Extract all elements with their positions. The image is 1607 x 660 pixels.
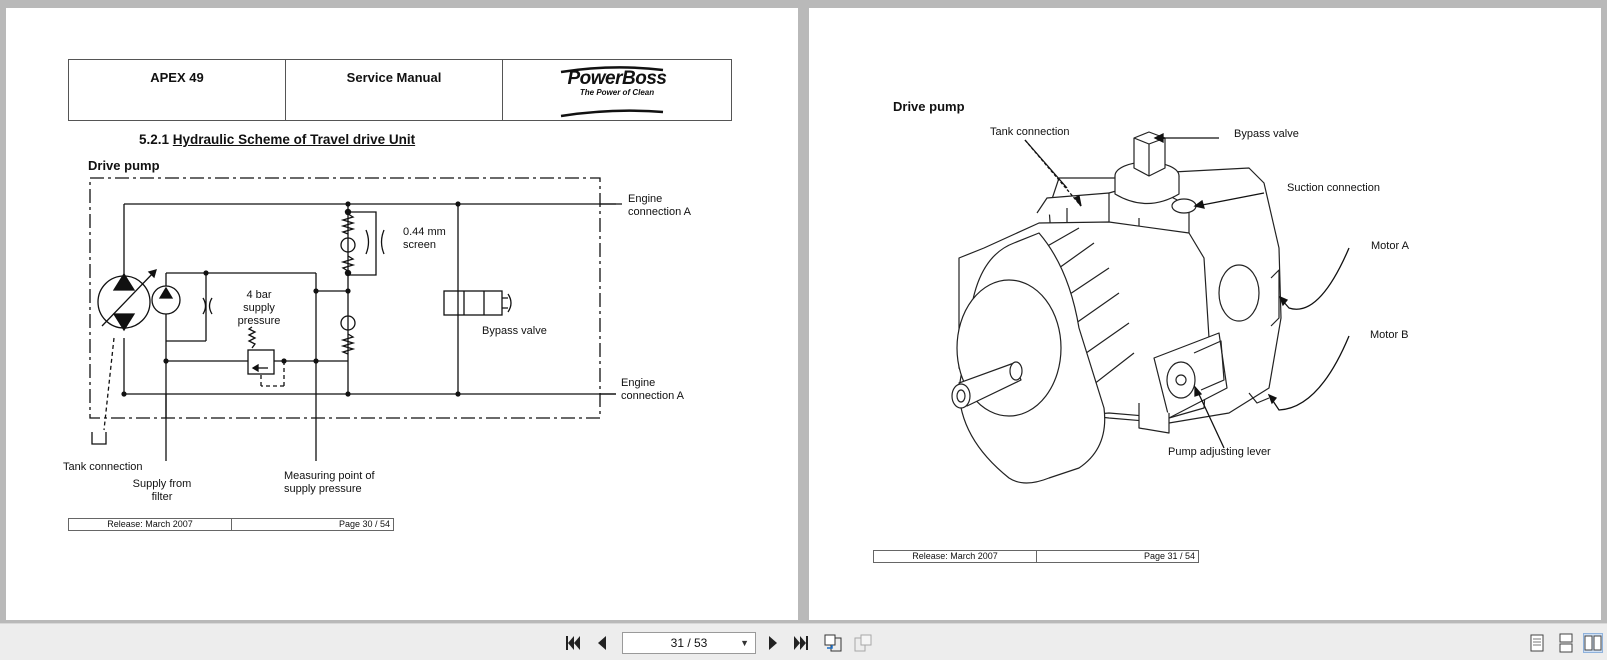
next-page-button[interactable] <box>763 633 783 653</box>
label-supply-from-filter: Supply from filter <box>132 478 192 503</box>
drive-pump-illustration <box>809 8 1601 620</box>
drive-pump-heading: Drive pump <box>88 158 160 173</box>
label-pump-adjusting-lever: Pump adjusting lever <box>1168 446 1271 458</box>
label-engine-connection-a-top: Engine connection A <box>628 193 691 218</box>
section-title-link: Hydraulic Scheme of Travel drive Unit <box>172 132 416 147</box>
single-page-view-button[interactable] <box>1527 633 1547 653</box>
viewer-toolbar <box>0 623 1607 660</box>
label-bypass-valve: Bypass valve <box>1234 128 1299 140</box>
document-page-right <box>809 8 1601 620</box>
last-page-button[interactable] <box>791 633 811 653</box>
page-number-input[interactable] <box>622 632 756 654</box>
document-page-left <box>6 8 798 620</box>
header-title: Service Manual <box>346 70 442 85</box>
page-indicator-text: 31 / 53 <box>670 636 708 650</box>
header-model: APEX 49 <box>150 70 204 85</box>
label-tank-connection: Tank connection <box>990 126 1070 138</box>
two-page-icon <box>1584 634 1602 652</box>
label-suction-connection: Suction connection <box>1287 182 1380 194</box>
last-page-icon <box>791 633 811 653</box>
label-bypass-valve: Bypass valve <box>482 325 547 337</box>
label-motor-a: Motor A <box>1371 240 1409 252</box>
label-screen: 0.44 mm screen <box>403 226 446 251</box>
first-page-button[interactable] <box>563 633 583 653</box>
first-page-icon <box>563 633 583 653</box>
label-tank-connection: Tank connection <box>63 461 143 473</box>
powerboss-logo: PowerBoss The Power of Clean <box>503 60 731 120</box>
go-back-view-button[interactable] <box>823 633 843 653</box>
label-supply-pressure: 4 bar supply pressure <box>237 289 281 327</box>
previous-page-icon <box>592 633 612 653</box>
next-page-icon <box>763 633 783 653</box>
go-forward-view-button[interactable] <box>853 633 873 653</box>
drive-pump-heading: Drive pump <box>893 99 965 114</box>
page-dropdown-caret-icon[interactable]: ▼ <box>740 638 749 648</box>
section-heading: 5.2.1 Hydraulic Scheme of Travel drive Unit <box>139 132 416 147</box>
page-footer: Release: March 2007 Page 31 / 54 <box>873 550 1199 563</box>
continuous-view-button[interactable] <box>1556 633 1576 653</box>
forward-view-icon <box>853 633 873 653</box>
single-page-icon <box>1527 633 1547 653</box>
back-view-icon <box>823 633 843 653</box>
label-motor-b: Motor B <box>1370 329 1409 341</box>
continuous-page-icon <box>1556 633 1576 653</box>
previous-page-button[interactable] <box>592 633 612 653</box>
page-footer: Release: March 2007 Page 30 / 54 <box>68 518 394 531</box>
two-page-view-button[interactable] <box>1583 633 1603 653</box>
label-engine-connection-a-bottom: Engine connection A <box>621 377 684 402</box>
label-measuring-point: Measuring point of supply pressure <box>284 470 375 495</box>
